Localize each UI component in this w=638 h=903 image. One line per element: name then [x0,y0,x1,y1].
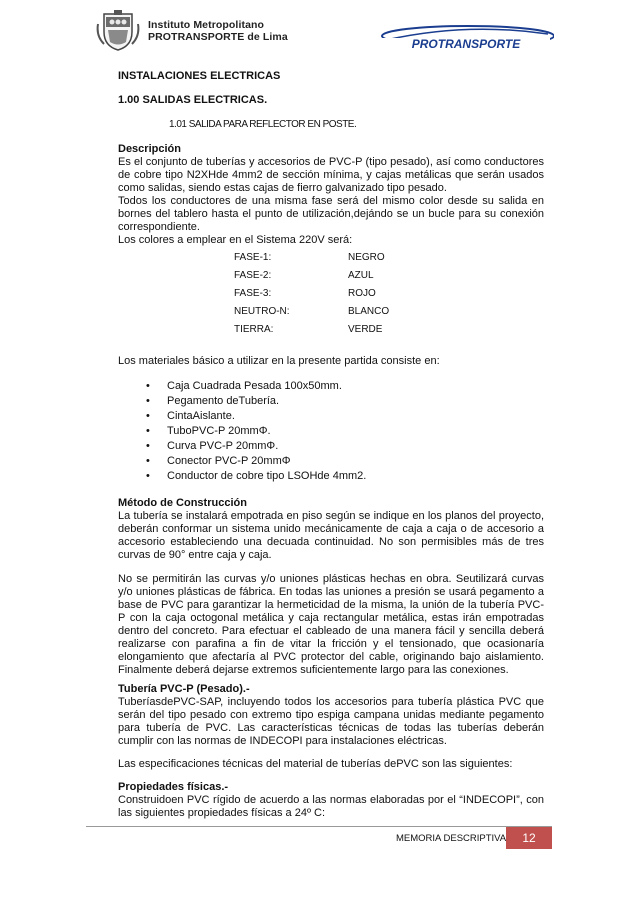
phase-row [118,251,544,265]
pipe-paragraph-2: Las especificaciones técnicas del material de tuberías dePVC son las siguientes: [118,758,513,770]
properties-heading: Propiedades físicas.- [118,781,229,793]
bullet-icon: • [146,425,150,437]
phase-color-table [118,247,544,341]
description-paragraph-2: Todos los conductores de una misma fase será del mismo color desde su salida en bornes del tablero hasta el punto de utilización,dejándo se un bucle para su conexión correspondiente. [118,195,544,233]
list-item [118,379,544,394]
institution-line-2: PROTRANSPORTE de Lima [148,31,288,43]
phase-row [118,305,544,319]
material-text: Caja Cuadrada Pesada 100x50mm. [167,380,342,392]
bullet-icon: • [146,455,150,467]
bullet-icon: • [146,410,150,422]
description-heading: Descripción [118,143,181,155]
method-heading: Método de Construcción [118,497,247,509]
institution-name [148,19,288,43]
phase-color: VERDE [348,324,383,335]
phase-color: AZUL [348,270,374,281]
phase-color: NEGRO [348,252,385,263]
list-item [118,469,544,484]
method-paragraph-2: No se permitirán las curvas y/o uniones plásticas hechas en obra. Seutilizará curvas y/o uniones plásticas de fábrica. En todas las uniones a presión se usará pegamento a base de PVC para garantizar la hermeticidad de la misma, la unión de la tubería PVC-P con la caja octogonal metálica y caja rectangular metálica, estas irán empotradas dentro del concreto. Para efectuar el cableado de una manera fácil y sencilla deberá realizarse con parafina a fin de vitar la fricción y el tensionado, que ocasionaría elongamiento que afectaría al PVC protector del cable, originando bajo aislamiento. Finalmente deberá dejarse extremos suficientemente largo para las conexiones. [118,573,544,676]
phase-label: TIERRA: [234,324,274,335]
description-paragraph-3: Los colores a emplear en el Sistema 220V será: [118,234,353,246]
list-item [118,439,544,454]
list-item [118,409,544,424]
list-item [118,424,544,439]
material-text: Conector PVC-P 20mmΦ [167,455,291,467]
material-text: CintaAislante. [167,410,235,422]
page-header [0,0,638,60]
phase-label: NEUTRO-N: [234,306,290,317]
bullet-icon: • [146,380,150,392]
phase-label: FASE-3: [234,288,272,299]
institution-line-1: Instituto Metropolitano [148,19,265,31]
properties-paragraph-1: Construidoen PVC rígido de acuerdo a las normas elaboradas por el “INDECOPI”, con las siguientes propiedades físicas a 24º C: [118,794,544,819]
bullet-icon: • [146,395,150,407]
phase-row [118,287,544,301]
bullet-icon: • [146,440,150,452]
phase-label: FASE-1: [234,252,272,263]
description-paragraph-1: Es el conjunto de tuberías y accesorios de PVC-P (tipo pesado), así como conductores de cobre tipo N2XHde 4mm2 de sección mínima, y cajas metálicas que serán usados como salidas, siendo estas cajas de fierro galvanizado tipo pesado. [118,156,544,194]
protransporte-logo [376,24,554,52]
phase-row [118,269,544,283]
material-text: TuboPVC-P 20mmΦ. [167,425,271,437]
phase-color: ROJO [348,288,376,299]
material-text: Curva PVC-P 20mmΦ. [167,440,279,452]
footer-label: MEMORIA DESCRIPTIVA [396,833,507,844]
bullet-icon: • [146,470,150,482]
page-number: 12 [522,831,536,845]
phase-label: FASE-2: [234,270,272,281]
phase-row [118,323,544,337]
material-text: Conductor de cobre tipo LSOHde 4mm2. [167,470,367,482]
phase-color: BLANCO [348,306,390,317]
subsection-title: 1.00 SALIDAS ELECTRICAS. [118,94,268,106]
materials-list [118,379,544,484]
method-paragraph-1: La tubería se instalará empotrada en piso según se indique en los planos del proyecto, deberán conformar un sistema unido mecánicamente de caja a caja o de accesorio a accesorio estableciendo una decuada continuidad. No son permisibles más de tres curvas de 90° entre caja y caja. [118,510,544,561]
pipe-paragraph-1: TuberíasdePVC-SAP, incluyendo todos los accesorios para tubería plástica PVC que serán del tipo pesado con extremo tipo espiga campana unidas mediante pegamento para tubería de PVC. Las características técnicas de todas las tuberías deberán cumplir con las normas de INDECOPI para instalaciones eléctricas. [118,696,544,747]
list-item [118,394,544,409]
coat-of-arms-logo [96,10,140,52]
pipe-heading: Tubería PVC-P (Pesado).- [118,683,250,695]
section-title: INSTALACIONES ELECTRICAS [118,70,281,82]
footer-divider [86,826,552,827]
list-item [118,454,544,469]
item-title: 1.01 SALIDA PARA REFLECTOR EN POSTE. [169,119,357,130]
material-text: Pegamento deTubería. [167,395,280,407]
brand-text: PROTRANSPORTE [411,37,521,51]
document-body [118,70,544,820]
materials-intro: Los materiales básico a utilizar en la presente partida consiste en: [118,355,440,367]
